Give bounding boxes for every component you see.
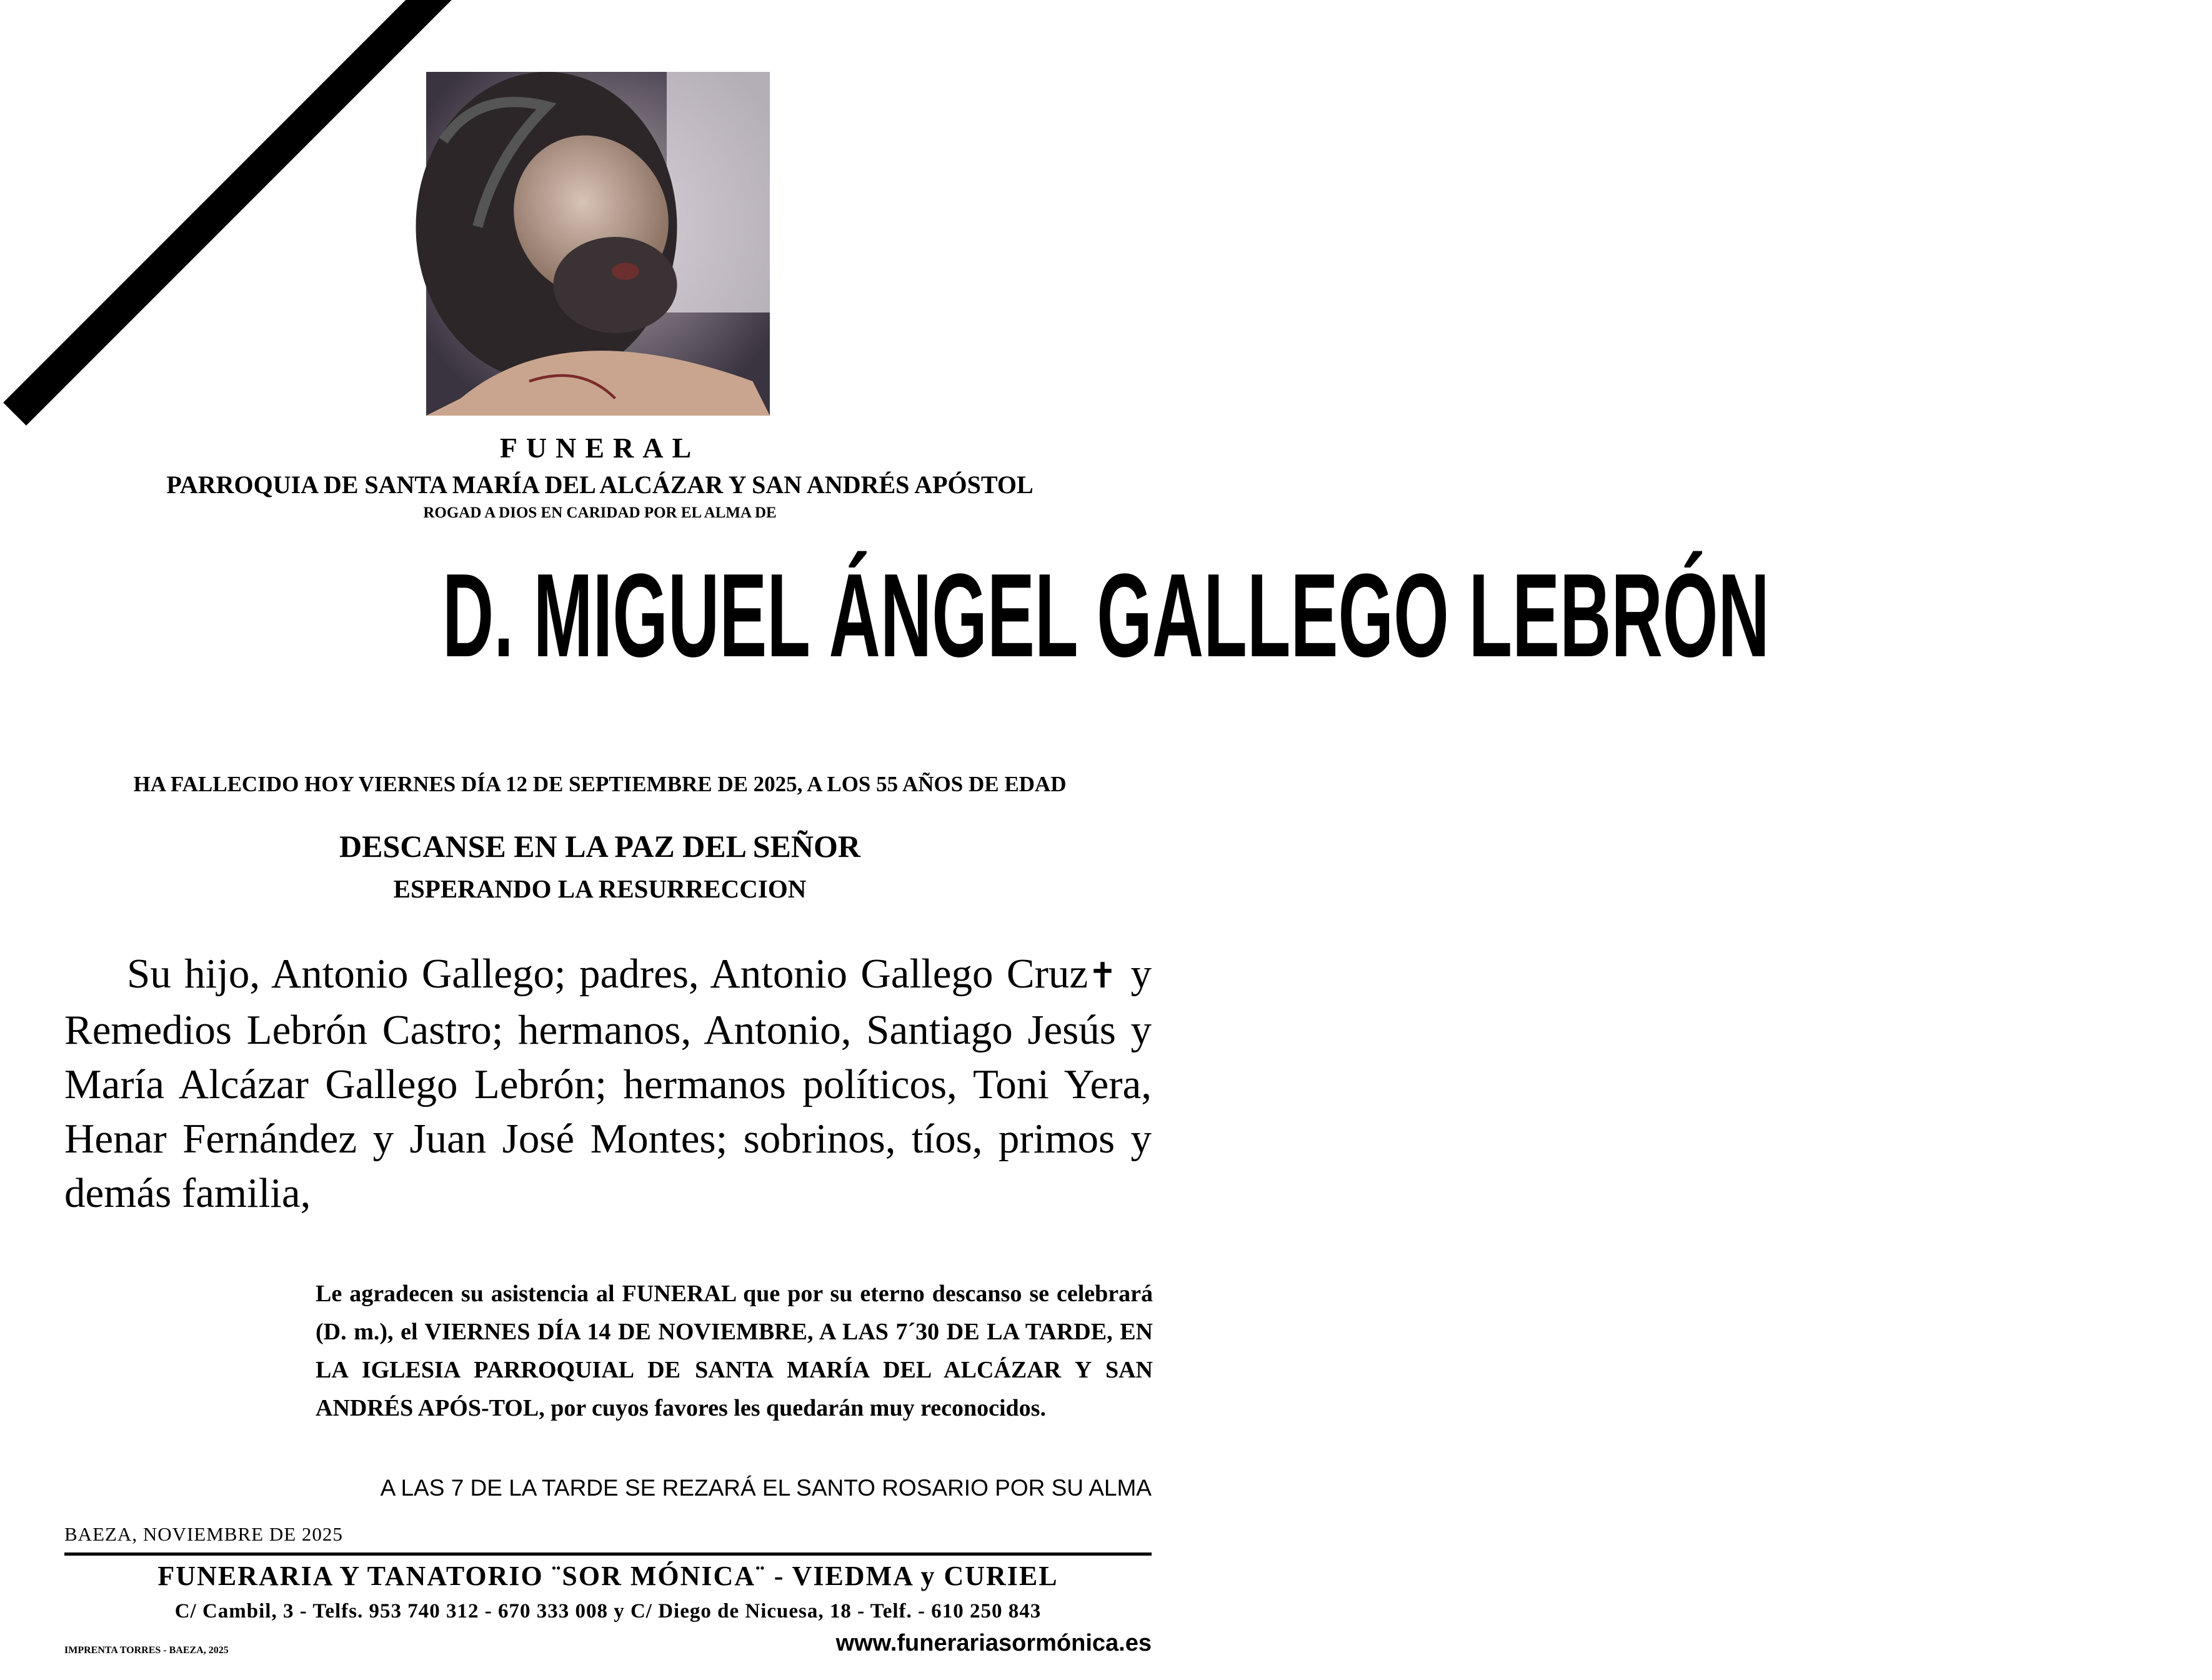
funeral-heading: FUNERAL [499, 432, 700, 464]
footer-company: FUNERARIA Y TANATORIO ¨SOR MÓNICA¨ - VIEDMA y CURIEL [157, 1561, 1059, 1591]
prayer-line: ROGAD A DIOS EN CARIDAD POR EL ALMA DE [423, 504, 777, 521]
blessing-line-1: DESCANSE EN LA PAZ DEL SEÑOR [339, 829, 860, 864]
parish-name: PARROQUIA DE SANTA MARÍA DEL ALCÁZAR Y SAN ANDRÉS APÓSTOL [166, 471, 1034, 499]
service-paragraph: Le agradecen su asistencia al FUNERAL que por su eterno descanso se celebrará (D. m.), el VIERNES DÍA 14 DE NOVIEMBRE, A LAS 7´30 DE LA TARDE, EN LA IGLESIA PARROQUIAL DE SANTA MARÍA DEL ALCÁZAR Y SAN ANDRÉS APÓS-TOL, por cuyos favores les quedarán muy reconocidos. [316, 1281, 1153, 1421]
rosary-notice: A LAS 7 DE LA TARDE SE REZARÁ EL SANTO ROSARIO POR SU ALMA [380, 1475, 1152, 1501]
place-date: BAEZA, NOVIEMBRE DE 2025 [64, 1523, 343, 1545]
religious-portrait-image [426, 72, 770, 416]
family-text-part1: Su hijo, Antonio Gallego; padres, Antonio Gallego Cruz [127, 951, 1089, 997]
printer-credit: IMPRENTA TORRES - BAEZA, 2025 [64, 1645, 229, 1656]
deceased-name [0, 549, 1770, 682]
death-notice: HA FALLECIDO HOY VIERNES DÍA 12 DE SEPTIEMBRE DE 2025, A LOS 55 AÑOS DE EDAD [133, 772, 1067, 796]
cross-icon: ✝ [1088, 956, 1118, 996]
footer-address: C/ Cambil, 3 - Telfs. 953 740 312 - 670 333 008 y C/ Diego de Nicuesa, 18 - Telf. - 610 250 843 [174, 1600, 1042, 1622]
deceased-name-text: D. MIGUEL ÁNGEL GALLEGO LEBRÓN [442, 549, 1770, 682]
website-link[interactable]: www.funerariasormónica.es [835, 1630, 1152, 1656]
mourning-band [3, 0, 459, 426]
blessing-line-2: ESPERANDO LA RESURRECCION [393, 874, 807, 903]
footer-divider [64, 1552, 1152, 1556]
family-text-part2: y Remedios Lebrón Castro; hermanos, Antonio, Santiago Jesús y María Alcázar Gallego Lebrón; hermanos políticos, Toni Yera, Henar Fernández y Juan José Montes; sobrinos, tíos, primos y demás familia, [64, 951, 1152, 1216]
family-paragraph [64, 947, 1152, 1221]
